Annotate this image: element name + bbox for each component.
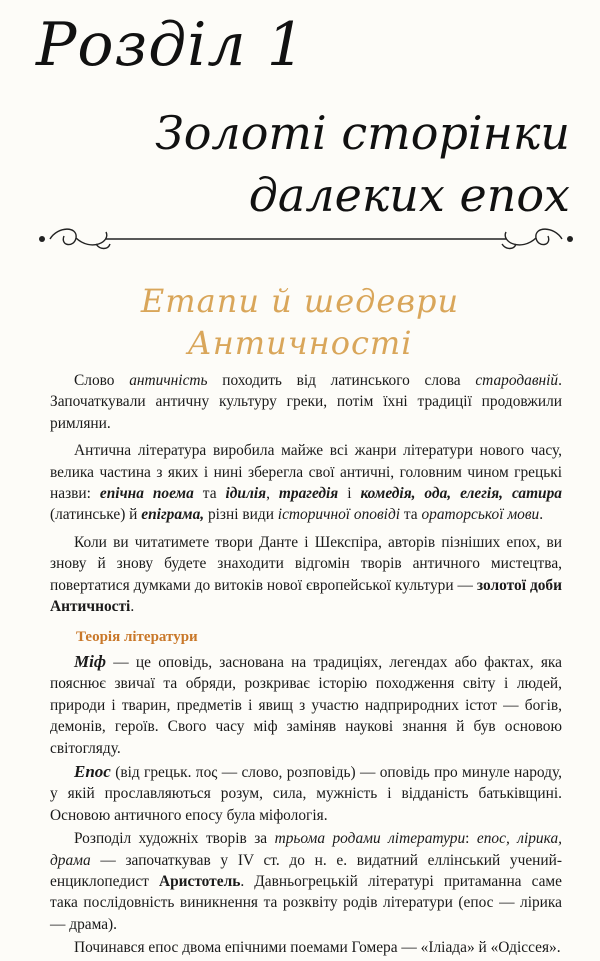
theory-heading: Теорія літератури — [76, 629, 198, 645]
genre-history: історичної оповіді — [277, 506, 401, 524]
section-title-line2: Античності — [187, 324, 413, 362]
ornament-divider — [36, 222, 576, 256]
genre-tragedy: трагедія — [278, 485, 339, 503]
myth-definition: Міф — це оповідь, заснована на традиціях, легендах або фактах, яка пояснює звичаї та обряди, розкриває історію походження світу і людей, природи і тварин, предметів і явищ з участю надприродних істот — богів, демонів, героїв. Свого часу міф заміняв наукові знання й був основою світогляду. — [50, 652, 562, 757]
chapter-label: Розділ 1 — [36, 10, 306, 80]
section-title-line1: Етапи й шедеври — [140, 282, 460, 320]
paragraph-2: Антична література виробила майже всі жанри літератури нового часу, велика частина з яких і нині зберегла свої античні, головним чином грецькі назви: епічна поема та ідилія, трагедія і комедія, ода, елегія, сатира (латинське) й епіграма, різні види історичної оповіді та ораторської мови. — [50, 442, 562, 524]
golden-age: золотої доби Античності — [50, 576, 562, 616]
genre-epic: епічна поема — [99, 485, 194, 503]
intro-text — [50, 370, 562, 623]
term-ancient: стародавній — [475, 372, 559, 389]
chapter-title-line1: Золоті сторінки — [155, 106, 570, 160]
chapter-title-line2: далеких епох — [248, 168, 570, 222]
paragraph-3: Коли ви читатимете твори Данте і Шекспіра, авторів пізніших епох, ви знову й знову будете знаходити відгомін творів античного мистецтва, повертатися думками до витоків нової європейської культури — золотої доби Античності. — [50, 533, 562, 616]
genre-oratory: ораторської мови — [421, 506, 540, 524]
paragraph-1: Слово античність походить від латинського слова стародавній. Започаткували античну культуру греки, потім їхні традиції продовжили римляни. — [50, 372, 562, 432]
term-antiquity: античність — [129, 372, 208, 389]
term-epos: Епос — [74, 762, 111, 782]
epos-definition: Епос (від грецьк. πος — слово, розповідь) — оповідь про минуле народу, у якій прославляються розум, сила, мужність і відданість батьківщині. Основою античного епосу була міфологія. — [50, 762, 562, 824]
genre-epigram: епіграма, — [141, 506, 205, 524]
homer-sentence: Починався епос двома епічними поемами Гомера — «Іліада» й «Одіссея». — [74, 939, 561, 957]
genre-list: комедія, ода, елегія, сатира — [360, 485, 562, 503]
aristotle: Аристотель — [158, 873, 241, 891]
genre-idyll: ідилія — [225, 485, 267, 503]
theory-text — [50, 651, 562, 961]
section-title — [0, 280, 600, 364]
chapter-title — [50, 102, 570, 226]
genres-division: Розподіл художніх творів за трьома родами літератури: епос, лірика, драма — започаткував у IV ст. до н. е. видатний еллінський учений-енциклопедист Аристотель. Давньогрецькій літературі притаманна саме така послідовність виникнення та розквіту родів літератури (епос — лірика — драма). — [50, 830, 562, 933]
term-myth: Міф — [74, 652, 107, 671]
